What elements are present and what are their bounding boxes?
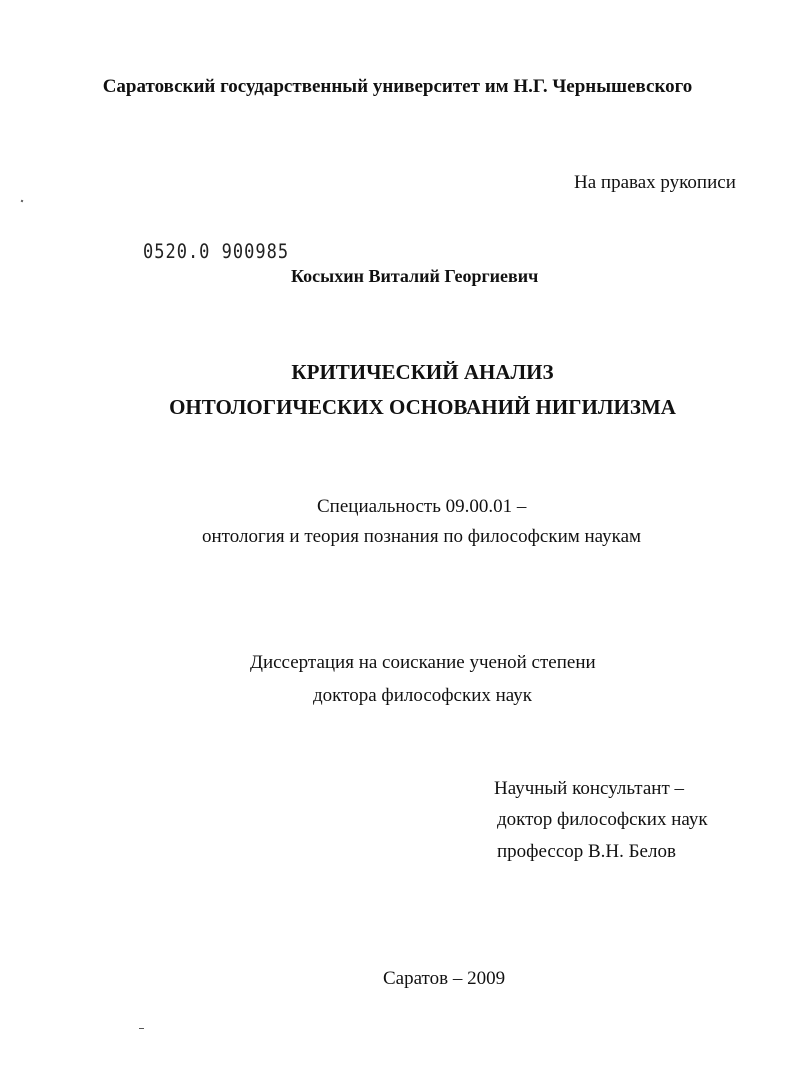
author-name: Косыхин Виталий Георгиевич <box>291 266 539 286</box>
thesis-title-line-2: ОНТОЛОГИЧЕСКИХ ОСНОВАНИЙ НИГИЛИЗМА <box>169 395 676 419</box>
specialty-line-1: Специальность 09.00.01 – <box>317 496 527 517</box>
scan-speck <box>139 1028 144 1029</box>
advisor-line-2: доктор философских наук <box>497 809 708 830</box>
manuscript-note: На правах рукописи <box>574 172 736 193</box>
specialty-line-2: онтология и теория познания по философским наукам <box>202 526 642 547</box>
scan-speck <box>21 200 24 203</box>
dissertation-line-1: Диссертация на соискание ученой степени <box>250 652 596 673</box>
advisor-line-1: Научный консультант – <box>494 778 684 799</box>
advisor-line-3: профессор В.Н. Белов <box>497 841 676 862</box>
archive-stamp-number: 0520.0 900985 <box>143 240 290 264</box>
dissertation-line-2: доктора философских наук <box>313 685 533 706</box>
university-name: Саратовский государственный университет им Н.Г. Чернышевского <box>102 76 693 97</box>
thesis-title-line-1: КРИТИЧЕСКИЙ АНАЛИЗ <box>291 360 554 384</box>
place-and-year: Саратов – 2009 <box>383 968 506 989</box>
